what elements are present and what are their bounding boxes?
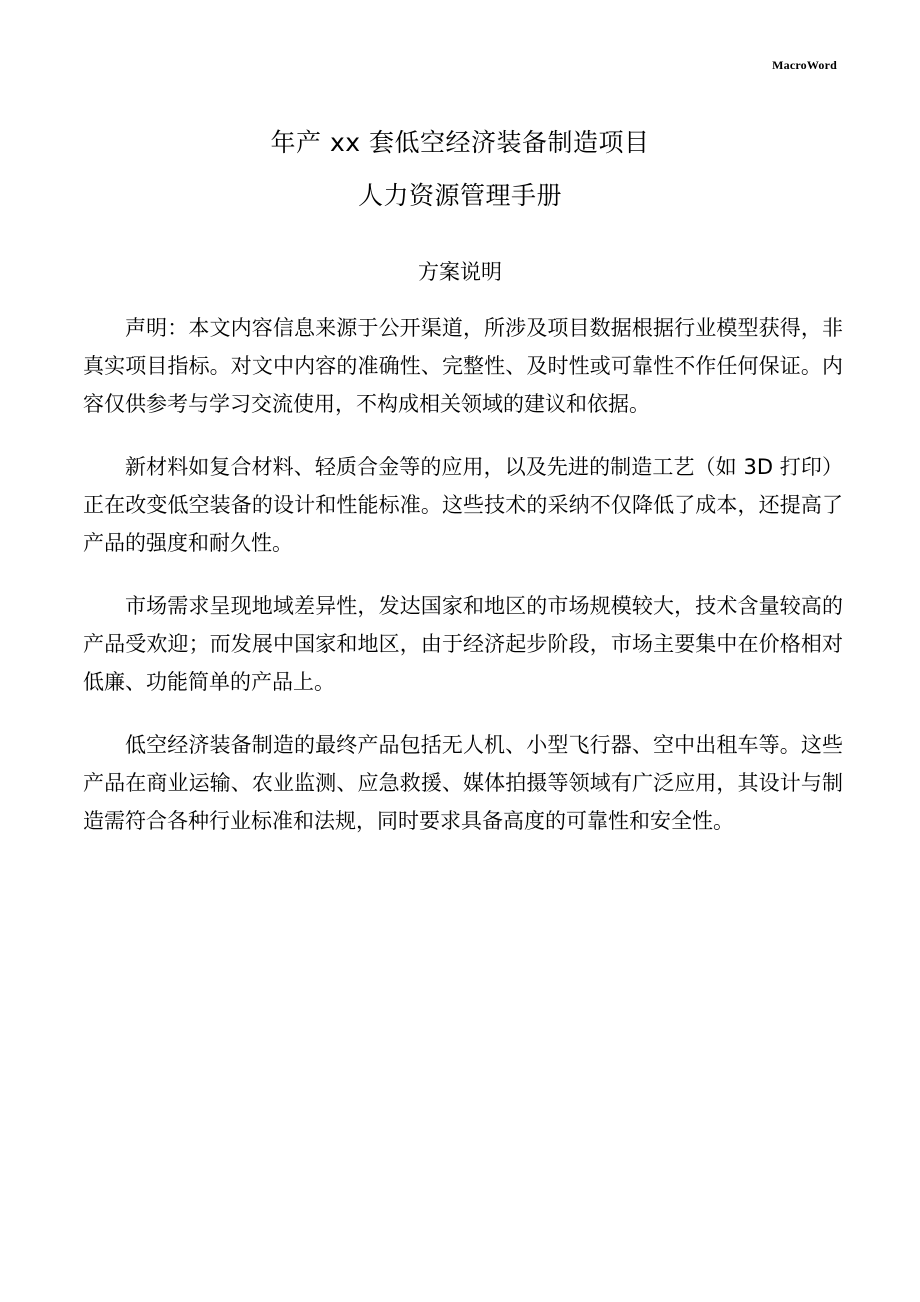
body-text xyxy=(83,309,843,865)
document-title-line-1: 年产 xx 套低空经济装备制造项目 xyxy=(270,128,650,157)
paragraph-materials: 新材料如复合材料、轻质合金等的应用，以及先进的制造工艺（如 3D 打印）正在改变低空装备的设计和性能标准。这些技术的采纳不仅降低了成本，还提高了产品的强度和耐久性。 xyxy=(83,455,843,555)
paragraph-products: 低空经济装备制造的最终产品包括无人机、小型飞行器、空中出租车等。这些产品在商业运输、农业监测、应急救援、媒体拍摄等领域有广泛应用，其设计与制造需符合各种行业标准和法规，同时要求具备高度的可靠性和安全性。 xyxy=(83,733,843,833)
section-heading: 方案说明 xyxy=(418,260,502,284)
document-title-line-2: 人力资源管理手册 xyxy=(357,181,562,210)
header-brand: MacroWord xyxy=(772,58,837,72)
paragraph-market-demand: 市场需求呈现地域差异性，发达国家和地区的市场规模较大，技术含量较高的产品受欢迎；而发展中国家和地区，由于经济起步阶段，市场主要集中在价格相对低廉、功能简单的产品上。 xyxy=(83,594,843,694)
paragraph-disclaimer: 声明：本文内容信息来源于公开渠道，所涉及项目数据根据行业模型获得，非真实项目指标。对文中内容的准确性、完整性、及时性或可靠性不作任何保证。内容仅供参考与学习交流使用，不构成相关领域的建议和依据。 xyxy=(83,316,843,416)
